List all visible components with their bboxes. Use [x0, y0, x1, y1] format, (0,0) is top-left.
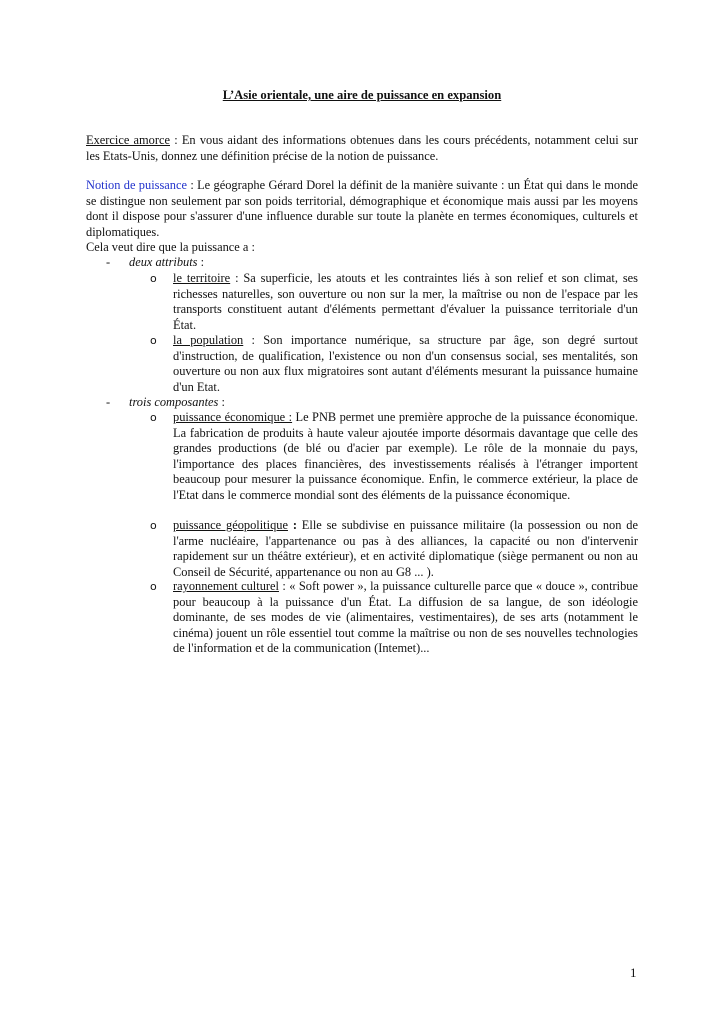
bullet-circle-icon: o	[150, 411, 157, 424]
bullet-circle-icon: o	[150, 272, 157, 285]
page-title: L’Asie orientale, une aire de puissance en expansion	[222, 88, 502, 102]
notion-label: Notion de puissance	[86, 178, 187, 192]
list-item-body	[173, 410, 638, 504]
intro-line: Cela veut dire que la puissance a :	[86, 240, 255, 254]
list-item-body	[173, 579, 638, 657]
item-label: puissance économique :	[173, 410, 293, 424]
section-components-heading: trois composantes :	[129, 395, 225, 409]
list-item-body	[173, 518, 638, 580]
dash-marker: -	[106, 395, 111, 409]
item-text: Le PNB permet une première approche de la puissance économique. La fabrication de produits à haute valeur ajoutée importe désormais davantage que celle des grandes productions (de blé ou d'acier par exemple). Le rôle de la monnaie du pays, l'importance des places financières, des investissements réalisés à l'étranger importent beaucoup pour mesurer la puissance économique. Enfin, le commerce extérieur, la place de l'Etat dans le commerce mondial sont des éléments de la puissance économique.	[173, 410, 638, 502]
item-text: : Son importance numérique, sa structure par âge, son degré surtout d'instruction, de qualification, l'existence ou non d'un consensus social, ses mentalités, son ouverture ou non aux flux migratoires sont autant d'éléments mesurant la puissance humaine d'un Etat.	[173, 333, 638, 394]
item-label: rayonnement culturel	[173, 579, 279, 593]
item-text: : Sa superficie, les atouts et les contraintes liés à son relief et son climat, ses richesses naturelles, son ouverture ou non sur la mer, la maîtrise ou non de l'espace par les transports constituent autant d'éléments permettant d'évaluer la puissance territoriale d'un État.	[173, 271, 639, 332]
list-item-body	[173, 333, 638, 395]
bullet-circle-icon: o	[150, 580, 157, 593]
dash-marker: -	[106, 255, 111, 269]
page-number: 1	[630, 965, 637, 980]
notion-text: : Le géographe Gérard Dorel la définit de la manière suivante : un État qui dans le monde se distingue non seulement par son poids territorial, démographique et économique mais aussi par les moyens dont il dispose pour s'assurer d'une influence durable sur toute la planète en termes économiques, culturels et diplomatiques.	[86, 178, 639, 239]
item-label: le territoire	[173, 271, 231, 285]
bullet-circle-icon: o	[150, 334, 157, 347]
item-label-colon: :	[287, 518, 297, 532]
section-attributes-heading: deux attributs :	[129, 255, 205, 269]
item-text: Elle se subdivise en puissance militaire (la possession ou non de l'arme nucléaire, l'appartenance ou pas à des alliances, la capacité ou non d'intervenir rapidement sur un théâtre extérieur), et en activité diplomatique (siège permanent ou non au Conseil de Sécurité, appartenance ou non au G8 ... ).	[173, 518, 638, 579]
item-text: : « Soft power », la puissance culturelle parce que « douce », contribue pour beaucoup à la puissance d'un État. La diffusion de sa langue, de son idéologie dominante, de ses modes de vie (alimentaires, vestimentaires), de ses arts (notamment le cinéma) jouent un rôle essentiel tout comme la maîtrise ou non de ses nouvelles technologies de l'information et de la communication (Intemet)...	[173, 579, 638, 656]
notion-paragraph	[86, 178, 638, 240]
exercise-text: : En vous aidant des informations obtenues dans les cours précédents, notamment celui sur les Etats-Unis, donnez une définition précise de la notion de puissance.	[86, 133, 638, 163]
item-label: la population	[173, 333, 244, 347]
exercise-paragraph	[86, 133, 638, 164]
item-label: puissance géopolitique	[173, 518, 288, 532]
bullet-circle-icon: o	[150, 519, 157, 532]
list-item-body	[173, 271, 638, 333]
exercise-label: Exercice amorce	[86, 133, 170, 147]
